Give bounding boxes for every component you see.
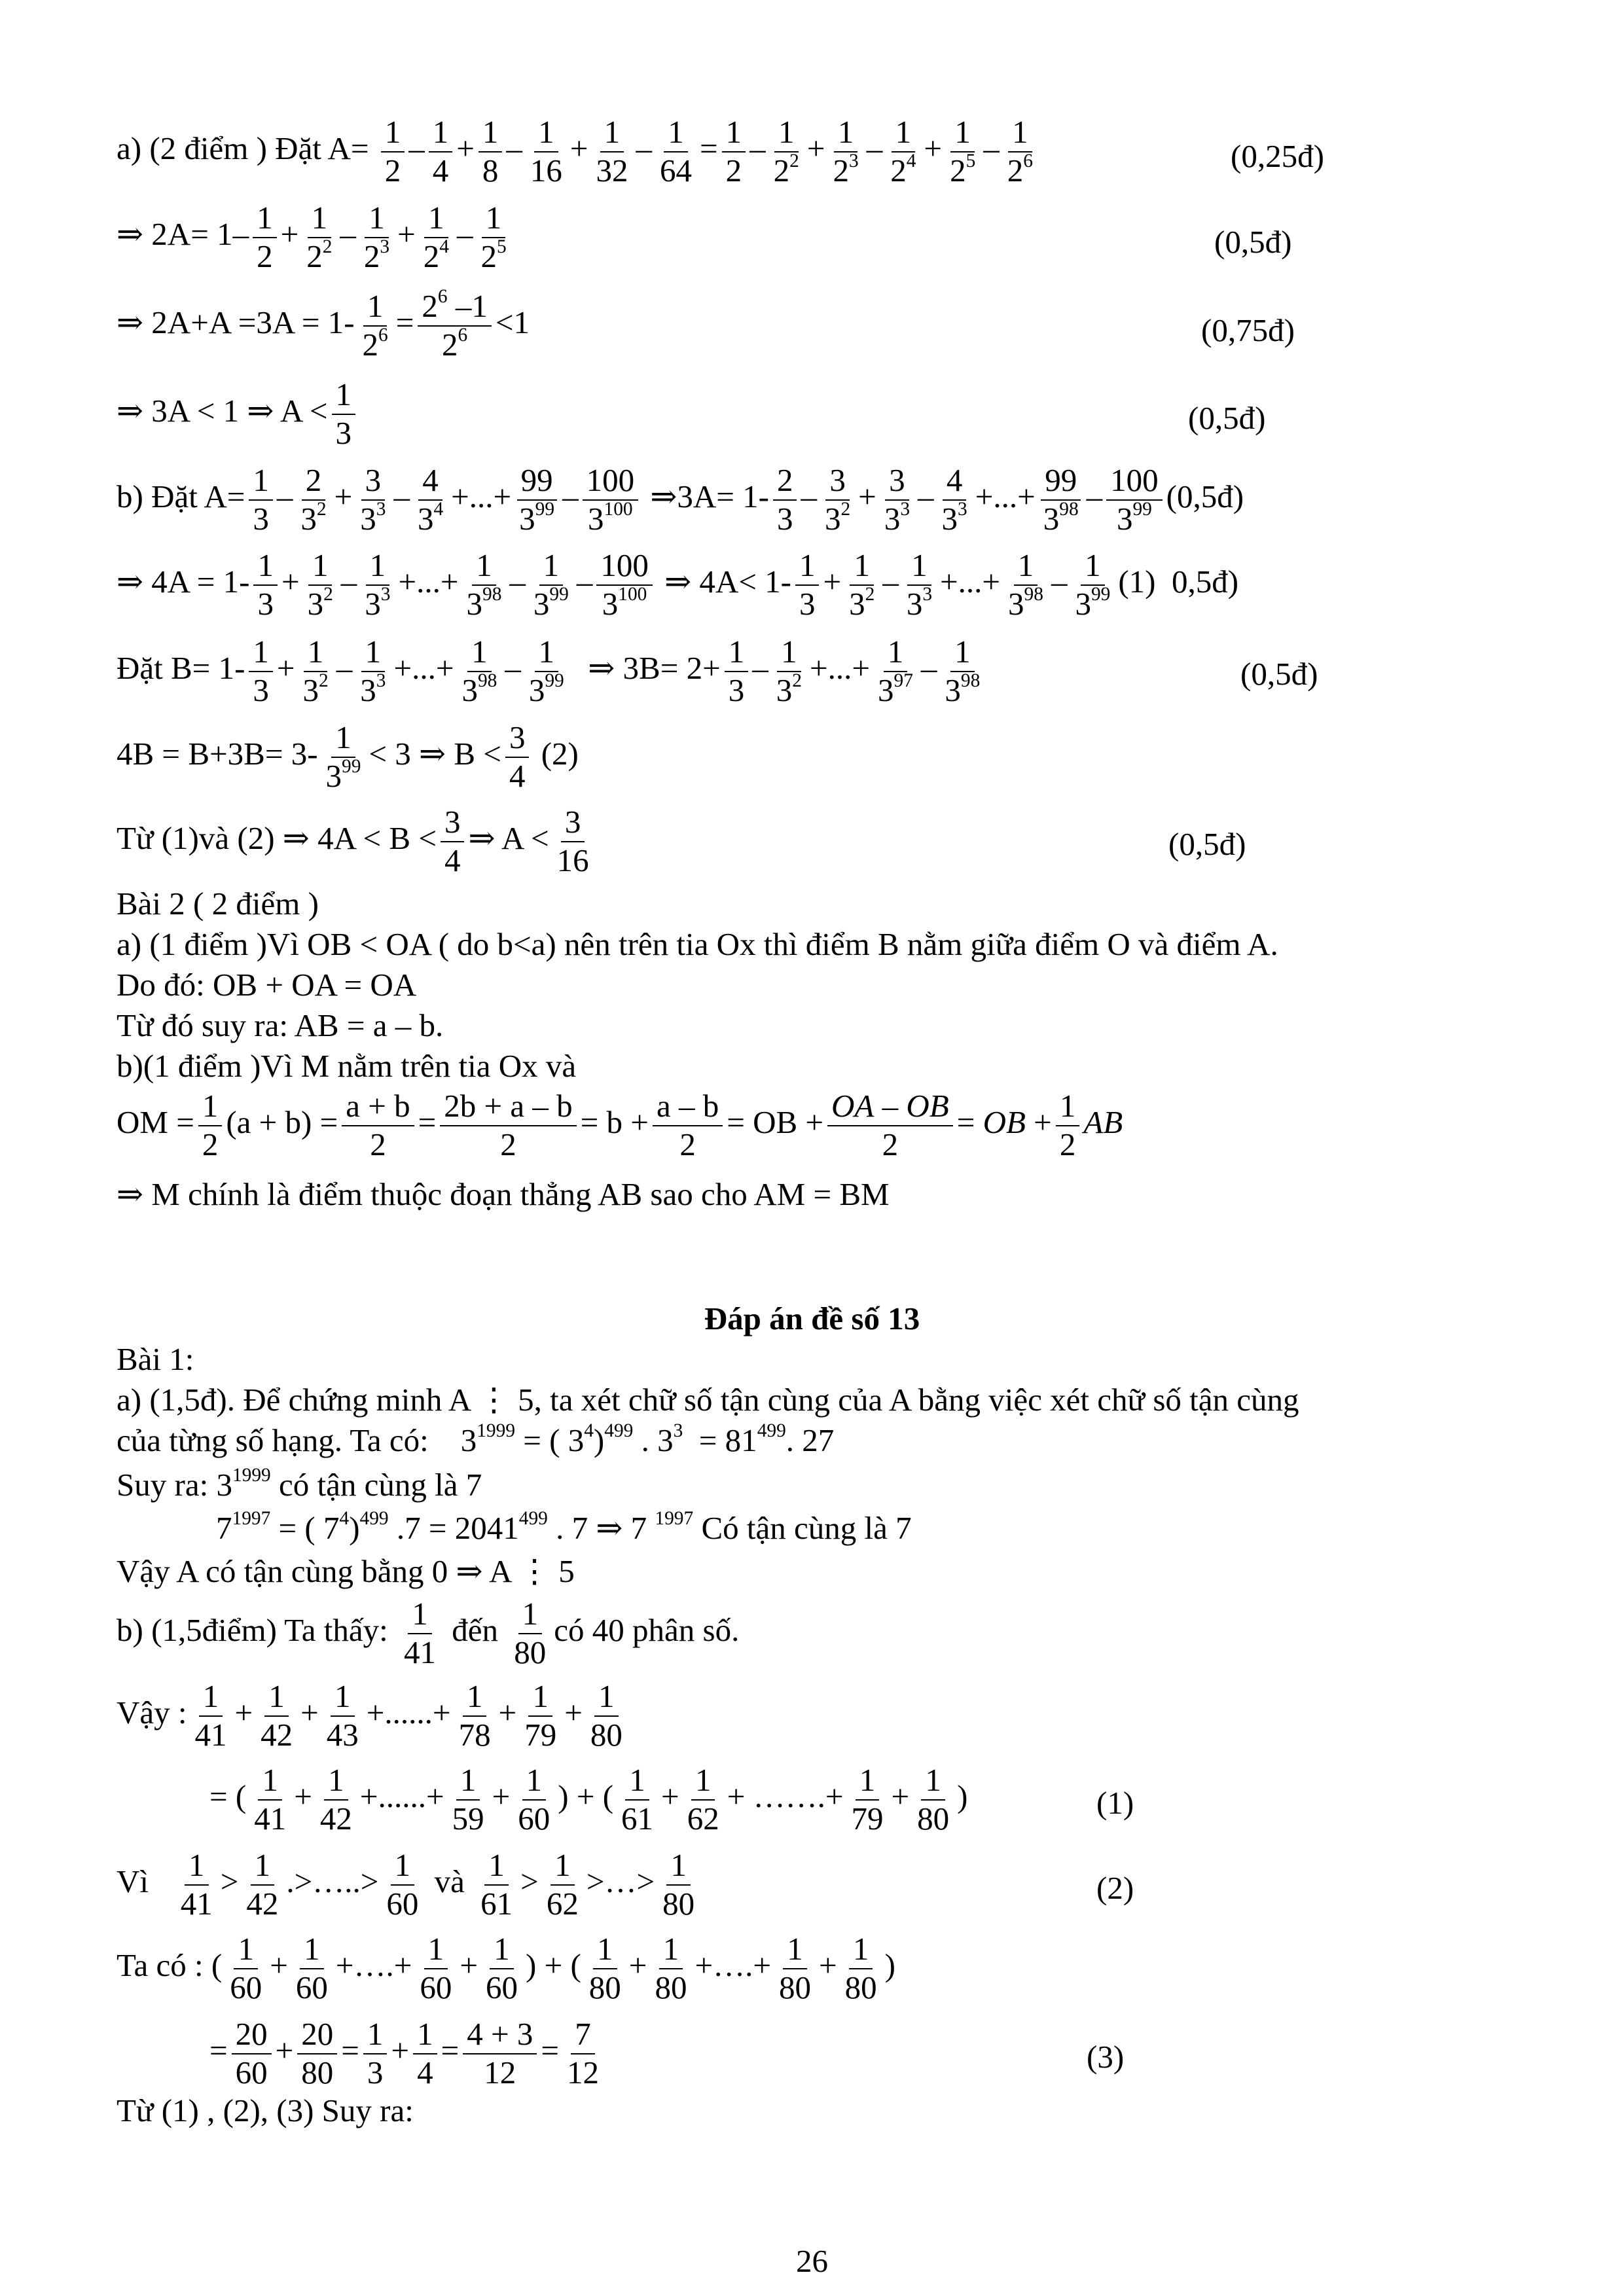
tag-2: (2): [1096, 1870, 1134, 1906]
line-1b-1: b) Đặt A= $\frac{1}{3}$ – $\frac{2}{3^2}$ + $\frac{3}{3^3}$ – $\frac{4}{3^4}$ +...+ $\frac{99}{3^{99}}$ – $\frac{100}{3^{100}}$ ⇒3A= 1- $\frac{2}{3}$ – $\frac{3}{3^2}$ + $\frac{3}{3^3}$ – $\frac{4}{3^3}$ +...+ $\frac{99}{3^{98}}$ – $\frac{100}{3^{99}}$ (0,5đ): [117, 462, 1244, 537]
bai2-title: Bài 2 ( 2 điểm ): [117, 886, 319, 922]
points-1a-1: (0,25đ): [1231, 138, 1324, 174]
line-1b-5: Từ (1)và (2) ⇒ 4A < B < $\frac{3}{4}$ ⇒ A < $\frac{3}{16}$: [117, 804, 589, 878]
line-1a-2: ⇒ 2A= 1– $\frac{1}{2}$ + $\frac{1}{2^2}$ – $\frac{1}{2^3}$ + $\frac{1}{2^4}$ – $\frac{1}{2^5}$: [117, 200, 507, 274]
final-line: Từ (1) , (2), (3) Suy ra:: [117, 2092, 414, 2128]
bai2-line-b: b)(1 điểm )Vì M nằm trên tia Ox và: [117, 1048, 577, 1084]
points-1b-5: (0,5đ): [1168, 826, 1246, 862]
bai2-conclusion: ⇒ M chính là điểm thuộc đoạn thẳng AB sao cho AM = BM: [117, 1176, 890, 1212]
bai2-line-tu-do: Từ đó suy ra: AB = a – b.: [117, 1007, 444, 1043]
points-1a-4: (0,5đ): [1188, 400, 1266, 436]
label-set-a: a) (2 điểm ) Đặt A=: [117, 130, 369, 167]
bai2-line-a: a) (1 điểm )Vì OB < OA ( do b<a) nên trên tia Ox thì điểm B nằm giữa điểm O và điểm A.: [117, 926, 1278, 962]
line-1b-3: Đặt B= 1- $\frac{1}{3}$ + $\frac{1}{3^2}$ – $\frac{1}{3^3}$ +...+ $\frac{1}{3^{98}}$ – $\frac{1}{3^{99}}$ ⇒ 3B= 2+ $\frac{1}{3}$ – $\frac{1}{3^2}$ +...+ $\frac{1}{3^{97}}$ – $\frac{1}{3^{98}}$: [117, 634, 981, 708]
points-1a-2: (0,5đ): [1214, 224, 1292, 260]
line-1b-4: 4B = B+3B= 3- $\frac{1}{3^{99}}$ < 3 ⇒ B < $\frac{3}{4}$ (2): [117, 719, 579, 794]
bai1-a-line3: Suy ra: $3^{1999}$ có tận cùng là 7: [117, 1464, 482, 1503]
tag-3: (3): [1087, 2039, 1125, 2075]
compare-line: Vì $\frac{1}{41}$ > $\frac{1}{42}$ .>…..> $\frac{1}{60}$ và $\frac{1}{61}$ > $\frac{1}{62}$ >…> $\frac{1}{80}$: [117, 1847, 695, 1922]
result-line: = $\frac{20}{60}$ + $\frac{20}{80}$ = $\frac{1}{3}$ + $\frac{1}{4}$ = $\frac{4 + 3}{12}$ = $\frac{7}{12}$: [209, 2016, 599, 2090]
bai1-a-line5: Vậy A có tận cùng bằng 0 ⇒ A ⋮ 5: [117, 1553, 575, 1589]
bai1-a-line1: a) (1,5đ). Để chứng minh A ⋮ 5, ta xét chữ số tận cùng của A bằng việc xét chữ số tận cùng: [117, 1382, 1299, 1418]
bai1-a-line2: của từng số hạng. Ta có: $3^{1999}$ = ( $3^4)^{499}$ . $3^3 = 81^{499}$. 27: [117, 1420, 835, 1458]
sum-line-vay: Vậy : $\frac{1}{41}$ + $\frac{1}{42}$ + $\frac{1}{43}$ +......+ $\frac{1}{78}$ + $\frac{1}{79}$ + $\frac{1}{80}$: [117, 1678, 623, 1753]
sum-line-split: = ( $\frac{1}{41}$ + $\frac{1}{42}$ +......+ $\frac{1}{59}$ + $\frac{1}{60}$ ) + ( $\frac{1}{61}$ + $\frac{1}{62}$ + …….+ $\frac{1}{79}$ + $\frac{1}{80}$ ): [209, 1762, 968, 1837]
bai1-a-line4: $7^{1997}$ = ( $7^4)^{499}$ $.7 = 2041^{499}$ . 7 ⇒ 7 $^{1997}$ Có tận cùng là 7: [216, 1507, 912, 1546]
bai1-b-line1: b) (1,5điểm) Ta thấy: $\frac{1}{41}$ đến $\frac{1}{80}$ có 40 phân số.: [117, 1596, 740, 1670]
line-1a-1: a) (2 điểm ) Đặt A= $\frac{1}{2}$ – $\frac{1}{4}$ + $\frac{1}{8}$ – $\frac{1}{16}$ + $\frac{1}{32}$ – $\frac{1}{64}$ = $\frac{1}{2}$ – $\frac{1}{2^2}$ + $\frac{1}{2^3}$ – $\frac{1}{2^4}$ + $\frac{1}{2^5}$ – $\frac{1}{2^6}$: [117, 114, 1033, 188]
points-1a-3: (0,75đ): [1201, 312, 1295, 348]
bai2-line-do-do: Do đó: OB + OA = OA: [117, 967, 417, 1003]
bai2-om-equation: OM = $\frac{1}{2}$ (a + b) = $\frac{a + b}{2}$ = $\frac{2b + a - b}{2}$ = b + $\frac{a - b}{2}$ = OB + $\frac{OA - OB}{2}$ = OB + $\frac{1}{2}$ AB: [117, 1088, 1123, 1162]
bai1-title: Bài 1:: [117, 1341, 194, 1377]
line-1b-2: ⇒ 4A = 1- $\frac{1}{3}$ + $\frac{1}{3^2}$ – $\frac{1}{3^3}$ +...+ $\frac{1}{3^{98}}$ – $\frac{1}{3^{99}}$ – $\frac{100}{3^{100}}$ ⇒ 4A< 1- $\frac{1}{3}$ + $\frac{1}{3^2}$ – $\frac{1}{3^3}$ +...+ $\frac{1}{3^{98}}$ – $\frac{1}{3^{99}}$ (1) 0,5đ): [117, 547, 1239, 622]
section-heading: Đáp án đề số 13: [704, 1300, 920, 1336]
line-1a-3: ⇒ 2A+A =3A = 1- $\frac{1}{2^6}$ = $\frac{2^6 -1}{2^6}$ <1: [117, 285, 530, 363]
tag-1: (1): [1096, 1785, 1134, 1821]
taco-line: Ta có : ( $\frac{1}{60}$ + $\frac{1}{60}$ +….+ $\frac{1}{60}$ + $\frac{1}{60}$ ) + ( $\frac{1}{80}$ + $\frac{1}{80}$ +….+ $\frac{1}{80}$ + $\frac{1}{80}$ ): [117, 1931, 895, 2005]
points-1b-3: (0,5đ): [1240, 656, 1318, 692]
line-1a-4: ⇒ 3A < 1 ⇒ A < $\frac{1}{3}$: [117, 378, 359, 451]
page-number: 26: [796, 2243, 828, 2279]
